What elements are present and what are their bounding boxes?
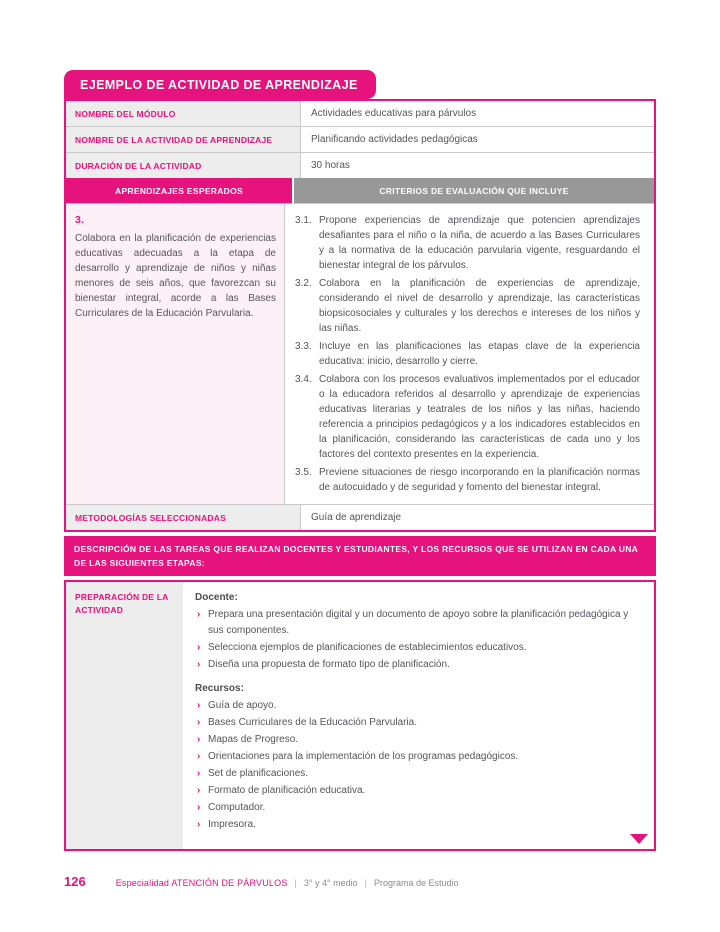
row-value: 30 horas <box>301 153 654 178</box>
row-label: NOMBRE DEL MÓDULO <box>66 101 301 126</box>
continuation-triangle-icon <box>630 834 648 844</box>
preparation-content <box>183 582 654 849</box>
chevron-bullet-icon: › <box>197 700 201 711</box>
list-item-text: Computador. <box>208 802 266 813</box>
list-item-text: Guía de apoyo. <box>208 700 277 711</box>
expected-learning-number: 3. <box>75 214 84 226</box>
grade-label: 3° y 4° medio <box>303 878 358 888</box>
criterion-item <box>295 213 640 273</box>
methodologies-row <box>66 504 654 530</box>
chevron-bullet-icon: › <box>197 734 201 745</box>
list-item <box>195 749 642 765</box>
list-item <box>195 657 642 673</box>
list-item-text: Diseña una propuesta de formato tipo de planificación. <box>208 659 450 670</box>
list-item <box>195 732 642 748</box>
page-footer <box>64 874 664 889</box>
expected-learnings-header: APRENDIZAJES ESPERADOS <box>66 178 292 203</box>
list-item <box>195 783 642 799</box>
criterion-number: 3.2. <box>295 278 312 289</box>
chevron-bullet-icon: › <box>197 717 201 728</box>
list-item <box>195 800 642 816</box>
evaluation-criteria-header: CRITERIOS DE EVALUACIÓN QUE INCLUYE <box>294 178 654 203</box>
row-label: DURACIÓN DE LA ACTIVIDAD <box>66 153 301 178</box>
list-item-text: Formato de planificación educativa. <box>208 785 366 796</box>
methodologies-value: Guía de aprendizaje <box>301 505 654 530</box>
chevron-bullet-icon: › <box>197 768 201 779</box>
list-item <box>195 715 642 731</box>
criterion-text: Colabora con los procesos evaluativos implementados por el educador o la educadora referidos al desarrollo y aprendizaje de experiencias educativas literarias y teatrales de los niños y las niñas, haciendo referencia a principios pedagógicos y a los indicadores establecidos en la planificación, considerando las características de cada uno y los factores del contexto presentes en la experiencia. <box>319 374 640 460</box>
row-value: Planificando actividades pedagógicas <box>301 127 654 152</box>
row-label: NOMBRE DE LA ACTIVIDAD DE APRENDIZAJE <box>66 127 301 152</box>
criterion-item <box>295 276 640 336</box>
docente-items-list <box>195 607 642 673</box>
expected-learning-cell <box>66 204 285 504</box>
methodologies-label: METODOLOGÍAS SELECCIONADAS <box>66 505 301 530</box>
preparation-label: PREPARACIÓN DE LA ACTIVIDAD <box>66 582 183 849</box>
recursos-items-list <box>195 698 642 833</box>
meta-rows <box>66 101 654 178</box>
docente-heading: Docente: <box>195 592 238 603</box>
list-item <box>195 607 642 639</box>
chevron-bullet-icon: › <box>197 785 201 796</box>
criterion-item <box>295 465 640 495</box>
list-item-text: Orientaciones para la implementación de los programas pedagógicos. <box>208 751 519 762</box>
column-headers-row <box>66 178 654 204</box>
criteria-list <box>295 213 640 495</box>
chevron-bullet-icon: › <box>197 609 201 620</box>
specialty-label: Especialidad ATENCIÓN DE PÁRVULOS <box>115 878 288 888</box>
criterion-number: 3.4. <box>295 374 312 385</box>
list-item <box>195 817 642 833</box>
learning-content-row <box>66 204 654 504</box>
criterion-text: Propone experiencias de aprendizaje que potencien aprendizajes desafiantes para el niño o la niña, de acuerdo a las Bases Curriculares y a la normativa de la educación parvularia vigente, resguardando el bienestar integral de los párvulos. <box>319 215 640 271</box>
table-row <box>66 101 654 127</box>
criterion-number: 3.3. <box>295 341 312 352</box>
expected-learning-text: Colabora en la planificación de experiencias educativas adecuadas a la etapa de desarrollo y aprendizaje de niños y niñas menores de seis años, que favorezcan su bienestar integral, acorde a las Bases Curriculares de la Educación Parvularia. <box>75 233 276 319</box>
list-item <box>195 640 642 656</box>
activity-info-table <box>64 99 656 532</box>
criterion-item <box>295 372 640 462</box>
criterion-item <box>295 339 640 369</box>
list-item-text: Prepara una presentación digital y un documento de apoyo sobre la planificación pedagógica y sus componentes. <box>208 609 629 636</box>
list-item-text: Mapas de Progreso. <box>208 734 299 745</box>
document-title-tab: EJEMPLO DE ACTIVIDAD DE APRENDIZAJE <box>64 70 376 99</box>
list-item-text: Selecciona ejemplos de planificaciones de establecimientos educativos. <box>208 642 527 653</box>
list-item-text: Impresora. <box>208 819 256 830</box>
list-item-text: Set de planificaciones. <box>208 768 309 779</box>
preparation-section <box>64 580 656 851</box>
list-item <box>195 766 642 782</box>
page-number: 126 <box>64 874 86 889</box>
criterion-number: 3.5. <box>295 467 312 478</box>
criterion-text: Previene situaciones de riesgo incorporando en la planificación normas de autocuidado y de seguridad y fomento del bienestar integral. <box>319 467 640 493</box>
chevron-bullet-icon: › <box>197 819 201 830</box>
program-label: Programa de Estudio <box>373 878 459 888</box>
table-row <box>66 153 654 178</box>
chevron-bullet-icon: › <box>197 659 201 670</box>
activity-example-document <box>64 70 656 851</box>
list-item <box>195 698 642 714</box>
criterion-text: Incluye en las planificaciones las etapas clave de la experiencia educativa: inicio, desarrollo y cierre. <box>319 341 640 367</box>
chevron-bullet-icon: › <box>197 642 201 653</box>
row-value: Actividades educativas para párvulos <box>301 101 654 126</box>
table-row <box>66 127 654 153</box>
footer-separator: | <box>294 878 297 888</box>
recursos-heading: Recursos: <box>195 683 244 694</box>
tasks-description-band: DESCRIPCIÓN DE LAS TAREAS QUE REALIZAN DOCENTES Y ESTUDIANTES, Y LOS RECURSOS QUE SE UTILIZAN EN CADA UNA DE LAS SIGUIENTES ETAPAS: <box>64 536 656 576</box>
list-item-text: Bases Curriculares de la Educación Parvularia. <box>208 717 417 728</box>
evaluation-criteria-cell <box>285 204 654 504</box>
criterion-number: 3.1. <box>295 215 312 226</box>
footer-separator: | <box>364 878 367 888</box>
chevron-bullet-icon: › <box>197 751 201 762</box>
criterion-text: Colabora en la planificación de experiencias de aprendizaje, considerando el nivel de desarrollo y aprendizaje, las características biopsicosociales y culturales y los derechos e intereses de los niños y las niñas. <box>319 278 640 334</box>
chevron-bullet-icon: › <box>197 802 201 813</box>
